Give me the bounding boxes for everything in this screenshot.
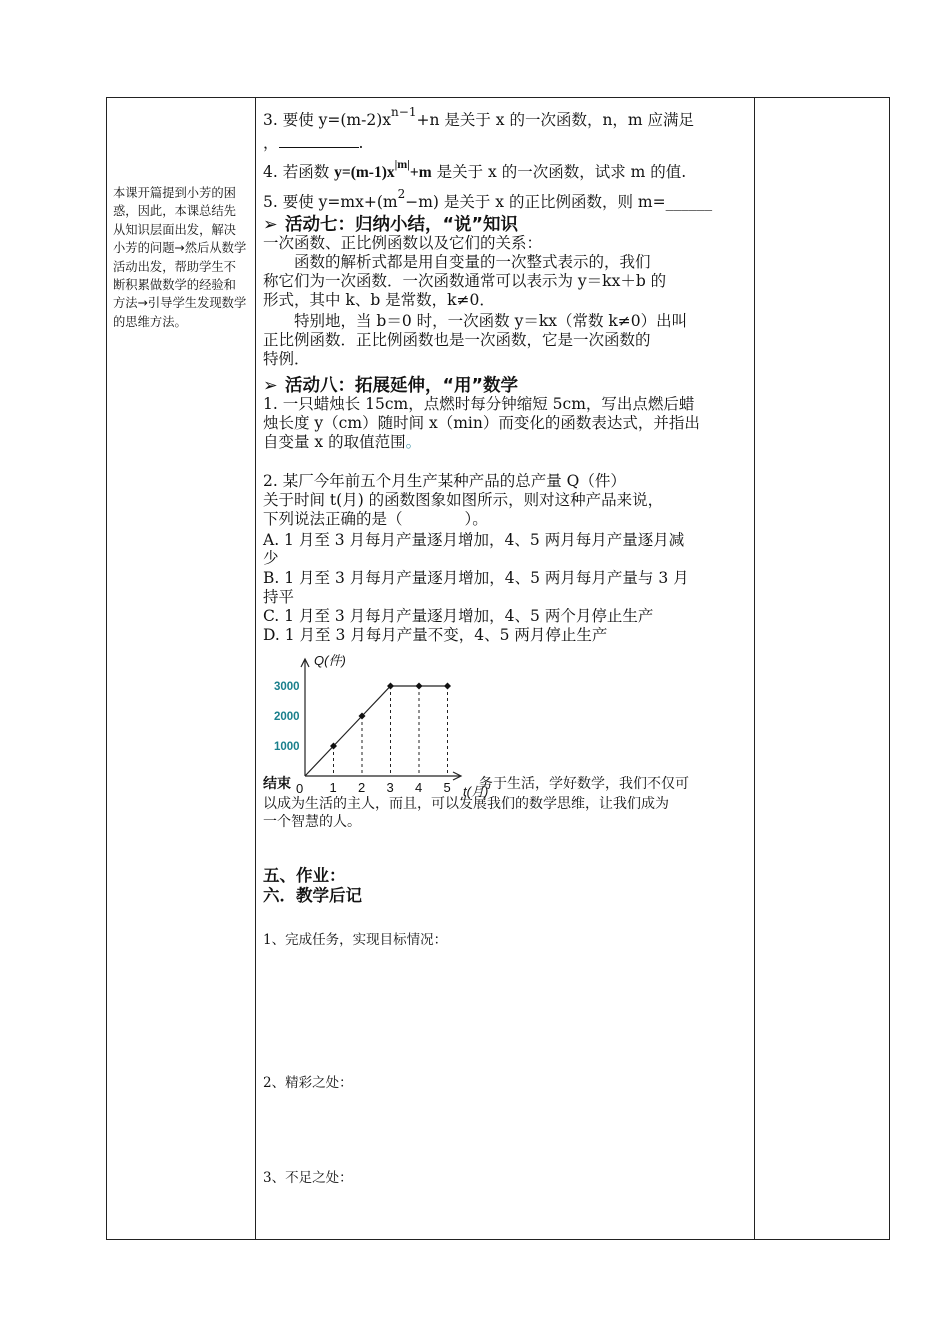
option-c: C. 1 月至 3 月每月产量逐月增加，4、5 两个月停止生产 (263, 607, 654, 625)
conclusion-text: 务于生活，学好数学，我们不仅可 (479, 776, 689, 792)
option-b: B. 1 月至 3 月每月产量逐月增加，4、5 两月每月产量与 3 月 (263, 569, 689, 587)
y-tick-label: 3000 (274, 681, 300, 693)
data-point (444, 683, 451, 690)
question-end-mark: 。 (405, 433, 422, 451)
q5-text: 5. 要使 y=mx+(m (263, 193, 398, 211)
question-3-line2 (263, 134, 363, 152)
production-chart (270, 648, 489, 799)
question-5 (263, 187, 713, 212)
reflection-item: 3、不足之处： (263, 1170, 353, 1186)
q5-text-tail: −m) 是关于 x 的正比例函数，则 m=______ (405, 193, 713, 211)
activity-8-heading (263, 372, 518, 397)
q4-text: 4. 若函数 (263, 163, 335, 181)
reflection-item: 2、精彩之处： (263, 1075, 353, 1091)
question-line: 下列说法正确的是（ ）。 (263, 510, 488, 528)
q4-formula-tail: +m (409, 164, 432, 181)
column-divider (255, 98, 256, 1239)
q4-exponent: |m| (394, 157, 410, 171)
x-tick-label: 1 (329, 780, 337, 795)
q3-period: . (358, 134, 364, 152)
q5-exponent: 2 (397, 187, 406, 201)
x-tick-label: 2 (358, 780, 366, 795)
summary-line: 特例． (263, 350, 310, 368)
summary-line: 形式，其中 k、b 是常数，k≠0． (263, 291, 495, 309)
activity-7-heading (263, 211, 518, 236)
reflection-item: 1、完成任务，实现目标情况： (263, 932, 448, 948)
option-d: D. 1 月至 3 月每月产量不变，4、5 两月停止生产 (263, 626, 608, 644)
chart-root (274, 653, 488, 799)
question-line: 2. 某厂今年前五个月生产某种产品的总产量 Q（件） (263, 472, 626, 490)
conclusion-line: 以成为生活的主人，而且，可以发展我们的数学思维，让我们成为 (263, 796, 669, 812)
x-tick-label: 3 (386, 780, 394, 795)
summary-line: 称它们为一次函数．一次函数通常可以表示为 y＝kx＋b 的 (263, 272, 667, 290)
summary-line: 特别地，当 b＝0 时，一次函数 y＝kx（常数 k≠0）出叫 (263, 312, 688, 330)
arrow-bullet-icon: ➢ (263, 215, 278, 235)
y-axis-label: Q(件) (314, 653, 346, 668)
question-line: 1. 一只蜡烛长 15cm，点燃时每分钟缩短 5cm，写出点燃后蜡 (263, 395, 695, 413)
column-divider (754, 98, 755, 1239)
origin-label: 0 (296, 781, 304, 796)
summary-line: 正比例函数．正比例函数也是一次函数，它是一次函数的 (263, 331, 651, 349)
conclusion-prefix: 结束 (263, 777, 291, 792)
q4-text-tail: 是关于 x 的一次函数，试求 m 的值. (431, 163, 687, 181)
question-line (263, 433, 421, 451)
activity-7-title: 活动七：归纳小结，“说”知识 (285, 215, 519, 235)
y-tick-label: 2000 (274, 711, 300, 723)
q3-exponent: n−1 (391, 105, 417, 119)
q3-text-tail: +n 是关于 x 的一次函数，n，m 应满足 (416, 111, 695, 129)
data-point (416, 683, 423, 690)
option-b-cont: 持平 (263, 588, 295, 606)
postscript-heading: 六．教学后记 (263, 886, 362, 905)
question-text: 自变量 x 的取值范围 (263, 433, 406, 451)
question-3 (263, 105, 695, 130)
option-a-cont: 少 (263, 549, 279, 567)
summary-line: 函数的解析式都是用自变量的一次整式表示的，我们 (263, 253, 651, 271)
x-tick-label: 5 (443, 780, 451, 795)
q3-comma: ， (263, 134, 279, 152)
left-design-note: 本课开篇提到小芳的困惑，因此，本课总结先从知识层面出发，解决小芳的问题→然后从数学活动出发，帮助学生不断积累做数学的经验和方法→引导学生发现数学的思维方法。 (113, 186, 247, 329)
q4-formula: y=(m-1)x (334, 164, 395, 181)
summary-line: 一次函数、正比例函数以及它们的关系： (263, 234, 543, 252)
q3-text: 3. 要使 y=(m-2)x (263, 111, 392, 129)
question-line: 关于时间 t(月) 的函数图象如图所示，则对这种产品来说， (263, 491, 664, 509)
conclusion-line: 一个智慧的人。 (263, 814, 361, 830)
x-axis-label: t(月) (463, 784, 489, 799)
x-tick-label: 4 (415, 780, 423, 795)
activity-8-title: 活动八：拓展延伸，“用”数学 (285, 376, 519, 396)
arrow-bullet-icon: ➢ (263, 376, 278, 396)
question-4 (263, 157, 687, 182)
y-tick-label: 1000 (274, 741, 300, 753)
option-a: A. 1 月至 3 月每月产量逐月增加，4、5 两月每月产量逐月减 (263, 531, 685, 549)
answer-blank[interactable] (279, 147, 359, 148)
homework-heading: 五、作业： (263, 866, 346, 885)
question-line: 烛长度 y（cm）随时间 x（min）而变化的函数表达式，并指出 (263, 414, 700, 432)
series-line (305, 686, 448, 776)
